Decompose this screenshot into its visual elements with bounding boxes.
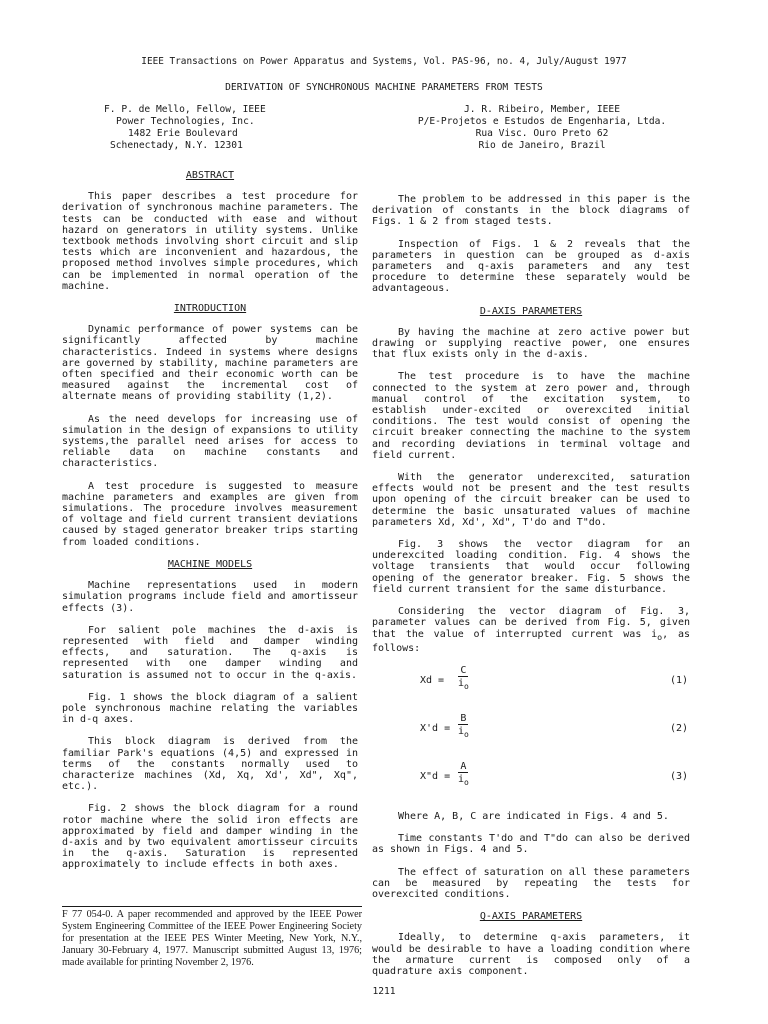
paragraph: The test procedure is to have the machine connected to the system at zero power and, through manual control of the excitation system, to establish under-excited or overexcited initial conditions. The test would consist of opening the circuit breaker connecting the machine to the system and recording deviations in terminal voltage and field current. <box>372 371 690 461</box>
author-address: 1482 Erie Boulevard <box>128 128 238 139</box>
journal-header: IEEE Transactions on Power Apparatus and Systems, Vol. PAS-96, no. 4, July/August 1977 <box>141 56 627 67</box>
paragraph: Inspection of Figs. 1 & 2 reveals that the parameters in question can be grouped as d-axis parameters and q-axis parameters and any test procedure to determine these separately would be advantageous. <box>372 238 690 295</box>
equation-intro: Considering the vector diagram of Fig. 3, parameter values can be derived from Fig. 5, given that the value of interrupted current was $i_o$, as follows: <box>372 606 690 654</box>
author-city: Rio de Janeiro, Brazil <box>478 140 606 151</box>
paragraph: Fig. 2 shows the block diagram for a round rotor machine where the solid iron effects are approximated by field and damper winding in the d-axis and by two equivalent amortisseur circuits in the q-axis. Saturation is represented approximately to include effects in both axes. <box>62 803 358 871</box>
right-column <box>372 170 690 988</box>
left-column <box>62 170 358 882</box>
numerator: B <box>460 712 467 724</box>
equation-3 <box>372 761 690 797</box>
paragraph: The effect of saturation on all these parameters can be measured by repeating the tests for overexcited conditions. <box>372 866 690 900</box>
equation-1 <box>372 665 690 701</box>
page-number: 1211 <box>372 986 396 997</box>
paragraph: Dynamic performance of power systems can be significantly affected by machine characteristics. Indeed in systems where designs are governed by stability, machine parameters are often specified and their economic worth can be measured against the incremental cost of alternate means of providing stability (1,2). <box>62 324 358 403</box>
q-axis-heading: Q-AXIS PARAMETERS <box>479 911 583 923</box>
paragraph: By having the machine at zero active power but drawing or supplying reactive power, one ensures that flux exists only in the d-axis. <box>372 326 690 361</box>
paragraph: For salient pole machines the d-axis is represented with field and damper winding effects, and saturation. The q-axis is represented with one damper winding and saturation is assumed not to occur in the q-axis. <box>62 624 358 681</box>
paragraph: The problem to be addressed in this paper is the derivation of constants in the block diagrams of Figs. 1 & 2 from staged tests. <box>372 194 690 228</box>
fraction <box>458 665 469 692</box>
paragraph: Machine representations used in modern simulation programs include field and amortisseur effects (3). <box>62 580 358 614</box>
paragraph: With the generator underexcited, saturation effects would not be present and the test results upon opening of the circuit breaker can be used to determine the basic unsaturated values of machine parameters Xd, Xd', Xd", T'do and T"do. <box>372 472 690 528</box>
paragraph: Fig. 1 shows the block diagram of a salient pole synchronous machine relating the variables in d-q axes. <box>62 691 358 726</box>
author-block-left <box>64 104 374 152</box>
paper-title: DERIVATION OF SYNCHRONOUS MACHINE PARAMETERS FROM TESTS <box>225 82 543 93</box>
paragraph: Time constants T'do and T"do can also be derived as shown in Figs. 4 and 5. <box>372 833 690 856</box>
paragraph: This block diagram is derived from the familiar Park's equations (4,5) and expressed in terms of the constants normally used to characterize machines (Xd, Xq, Xd', Xd", Xq", etc.). <box>62 736 358 793</box>
paragraph: As the need develops for increasing use of simulation in the design of expansions to utility systems,the parallel need arises for access to reliable data on machine constants and characteristics. <box>62 413 358 470</box>
numerator: A <box>460 760 467 772</box>
equation-2 <box>372 713 690 749</box>
denominator: $i_o$ <box>458 726 469 740</box>
denominator: $i_o$ <box>458 678 469 692</box>
author-name: J. R. Ribeiro, Member, IEEE <box>464 104 620 115</box>
machine-models-heading: MACHINE MODELS <box>167 558 253 570</box>
footnote: F 77 054-0. A paper recommended and approved by the IEEE Power System Engineering Committee of the IEEE Power Engineering Society for presentation at the IEEE PES Winter Meeting, New York, N.Y., January 30-February 4, 1977. Manuscript submitted August 13, 1976; made available for printing November 2, 1976. <box>62 906 362 969</box>
equation-lhs: X"d = <box>420 770 451 782</box>
denominator: $i_o$ <box>458 774 469 788</box>
equation-number: (1) <box>669 674 688 686</box>
abstract-heading: ABSTRACT <box>185 170 235 181</box>
paragraph: Fig. 3 shows the vector diagram for an underexcited loading condition. Fig. 4 shows the voltage transients that would occur following opening of the generator breaker. Fig. 5 shows the field current transient for the same disturbance. <box>372 539 690 595</box>
paragraph: Ideally, to determine q-axis parameters, it would be desirable to have a loading condition where the armature current is composed only of a quadrature axis component. <box>372 932 690 977</box>
author-affiliation: Power Technologies, Inc. <box>116 116 255 127</box>
d-axis-heading: D-AXIS PARAMETERS <box>479 305 583 317</box>
equation-lhs: X'd = <box>420 722 451 734</box>
paragraph: Where A, B, C are indicated in Figs. 4 and 5. <box>398 810 669 822</box>
fraction <box>458 713 469 740</box>
abstract-text: This paper describes a test procedure for derivation of synchronous machine parameters. The tests can be conducted with ease and without hazard on generators in utility systems. Unlike textbook methods involving short circuit and slip tests which are inconvenient and hazardous, the proposed method involves simple procedures, which can be implemented in normal operation of the machine. <box>62 191 358 292</box>
equation-lhs: Xd = <box>420 674 445 686</box>
introduction-heading: INTRODUCTION <box>173 303 247 315</box>
author-block-right <box>372 104 712 152</box>
fraction <box>458 761 469 788</box>
equation-number: (2) <box>669 722 688 734</box>
author-address: Rua Visc. Ouro Preto 62 <box>475 128 609 139</box>
equation-number: (3) <box>669 770 688 782</box>
author-name: F. P. de Mello, Fellow, IEEE <box>104 104 266 115</box>
numerator: C <box>460 664 467 676</box>
paragraph: A test procedure is suggested to measure machine parameters and examples are given from simulations. The procedure involves measurement of voltage and field current transient deviations caused by staged generator breaker trips starting from loaded conditions. <box>62 480 358 548</box>
author-city: Schenectady, N.Y. 12301 <box>110 140 243 151</box>
author-affiliation: P/E-Projetos e Estudos de Engenharia, Ltda. <box>417 116 667 127</box>
